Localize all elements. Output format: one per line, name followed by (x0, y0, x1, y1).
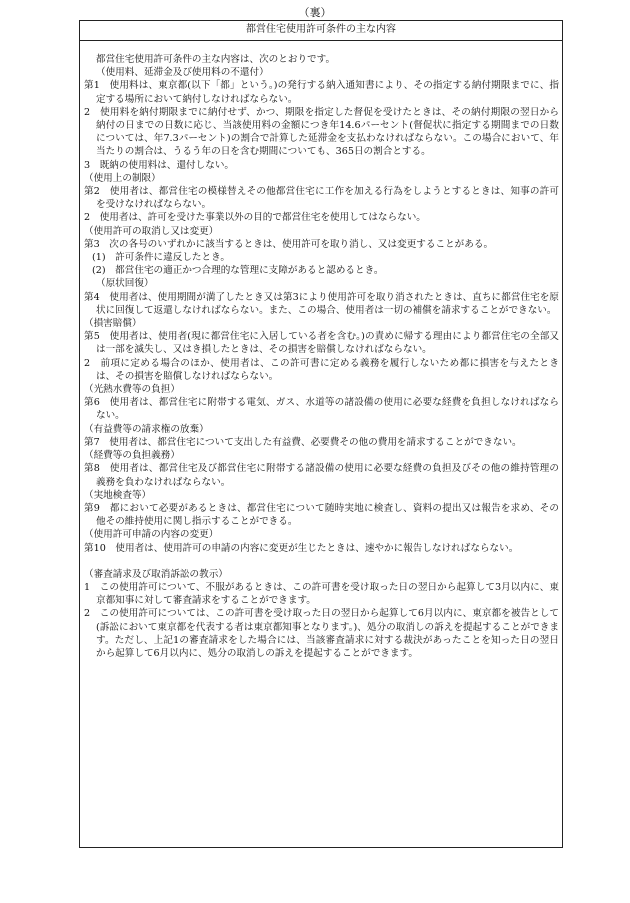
article-2-para-2: 2 使用者は、許可を受けた事業以外の目的で都営住宅を使用してはならない。 (84, 212, 426, 224)
article-10: 第10 使用者は、使用許可の申請の内容に変更が生じたときは、速やかに報告しなければならない。 (84, 542, 519, 554)
section-heading-inspection: （実地検査等） (84, 489, 152, 501)
article-1-para-3: 3 既納の使用料は、還付しない。 (84, 159, 235, 171)
article-8: 第8 使用者は、都営住宅及び都営住宅に附帯する諸設備の使用に必要な経費の負担及びその他の維持管理の義務を負わなければならない。 (84, 463, 559, 488)
conditions-frame (79, 20, 563, 848)
article-7: 第7 使用者は、都営住宅について支出した有益費、必要費その他の費用を請求することができない。 (84, 436, 522, 448)
spacer (84, 555, 559, 568)
article-4: 第4 使用者は、使用期間が満了したとき又は第3により使用許可を取り消されたときは、直ちに都営住宅を原状に回復して返還しなければならない。また、この場合、使用者は一切の補償を請求することができない。 (84, 291, 559, 316)
section-heading-revocation: （使用許可の取消し又は変更） (84, 225, 219, 237)
article-3-item-1: (1) 許可条件に違反したとき。 (92, 252, 230, 264)
article-5-para-2: 2 前項に定める場合のほか、使用者は、この許可書に定める義務を履行しないため都に損害を与えたときは、その損害を賠償しなければならない。 (84, 357, 559, 382)
article-9: 第9 都において必要があるときは、都営住宅について随時実地に検査し、資料の提出又は報告を求め、その他その維持使用に関し指示することができる。 (84, 502, 559, 528)
section-heading-utilities: （光熱水費等の負担） (84, 384, 180, 396)
section-heading-damages: （損害賠償） (84, 318, 142, 330)
article-5: 第5 使用者は、使用者(現に都営住宅に入居している者を含む。)の責めに帰する理由により都営住宅の全部又は一部を滅失し、又はき損したときは、その損害を賠償しなければならない。 (84, 331, 559, 356)
article-2: 第2 使用者は、都営住宅の模様替えその他都営住宅に工作を加える行為をしようとするときは、知事の許可を受けなければならない。 (84, 186, 559, 211)
intro-paragraph: 都営住宅使用許可条件の主な内容は、次のとおりです。 (96, 54, 336, 65)
article-6: 第6 使用者は、都営住宅に附帯する電気、ガス、水道等の諸設備の使用に必要な経費を負担しなければならない。 (84, 397, 559, 422)
article-3-item-2: (2) 都営住宅の適正かつ合理的な管理に支障があると認めるとき。 (92, 265, 384, 277)
document-title: 都営住宅使用許可条件の主な内容 (80, 21, 562, 41)
appeal-para-1: 1 この使用許可について、不服があるときは、この許可書を受け取った日の翌日から起算して3月以内に、東京都知事に対して審査請求をすることができます。 (84, 581, 559, 607)
article-1-para-2: 2 使用料を納付期限までに納付せず、かつ、期限を指定した督促を受けたときは、その納付期限の翌日から納付の日までの日数に応じ、当該使用料の金額につき年14.6パーセント(督促状に指定する期間までの日数については、年7.3パーセント)の割合で計算した延滞金を支払わなければならない。この場合において、年当たりの割合は、うるう年の日を含む期間についても、365日の割合とする。 (84, 106, 559, 158)
conditions-body (80, 41, 562, 660)
section-heading-restrictions: （使用上の制限） (84, 172, 161, 184)
section-heading-appeal: （審査請求及び取消訴訟の教示） (84, 568, 228, 580)
article-1: 第1 使用料は、東京都(以下「都」という。)の発行する納入通知書により、その指定する納付期限までに、指定する場所において納付しなければならない。 (84, 80, 559, 105)
article-3: 第3 次の各号のいずれかに該当するときは、使用許可を取り消し、又は変更することがある。 (84, 238, 494, 250)
page-side-mark: （裏） (298, 6, 332, 19)
section-heading-restoration: （原状回復） (96, 278, 154, 290)
section-heading-fees: （使用料、延滞金及び使用料の不還付） (96, 67, 269, 79)
section-heading-expense-burden: （経費等の負担義務） (84, 450, 180, 462)
section-heading-beneficial-expenses: （有益費等の請求権の放棄） (84, 423, 209, 435)
section-heading-application-change: （使用許可申請の内容の変更） (84, 529, 219, 541)
appeal-para-2: 2 この使用許可については、この許可書を受け取った日の翌日から起算して6月以内に、東京都を被告として(訴訟において東京都を代表する者は東京都知事となります。)、処分の取消しの訴えを提起することができます。ただし、上記1の審査請求をした場合には、当該審査請求に対する裁決があったことを知った日の翌日から起算して6月以内に、処分の取消しの訴えを提起することができます。 (84, 608, 559, 659)
